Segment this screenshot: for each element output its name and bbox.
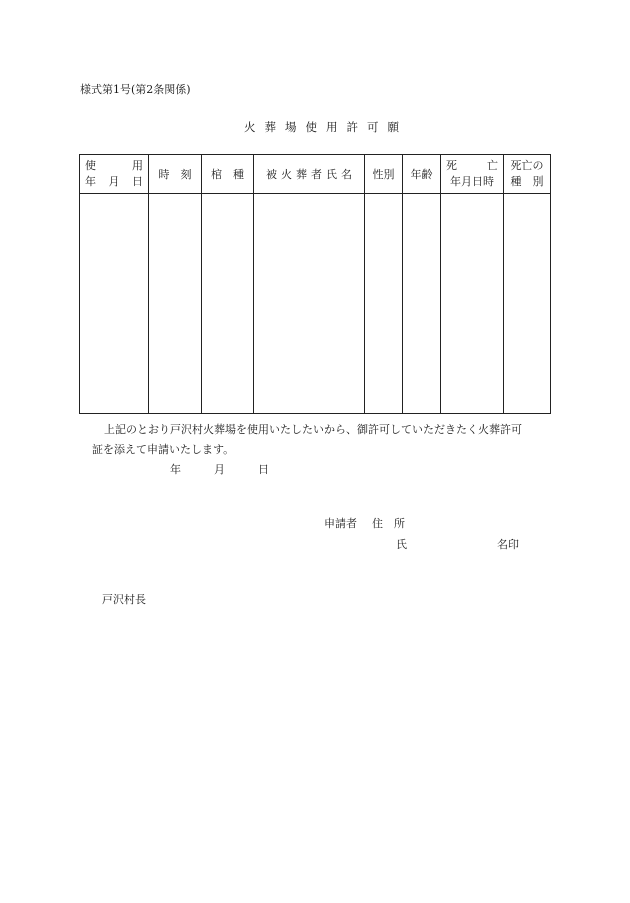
header-deceased-name: 被火葬者氏名 [254, 155, 365, 194]
date-year-label: 年 [170, 463, 181, 476]
name-label: 氏 [396, 538, 407, 551]
cell-time[interactable] [149, 194, 202, 414]
header-coffin-type: 棺 種 [202, 155, 254, 194]
form-number: 様式第1号(第2条関係) [80, 83, 191, 96]
header-usage-day: 日 [132, 175, 143, 188]
cell-usage-date[interactable] [80, 194, 149, 414]
address-label: 住 所 [372, 517, 405, 530]
form-title: 火葬場使用許可願 [244, 120, 408, 134]
cell-coffin-type[interactable] [202, 194, 254, 414]
header-death-datetime-label: 年月日時 [450, 175, 494, 188]
header-death-char1: 死 [446, 159, 457, 172]
cell-deceased-name[interactable] [254, 194, 365, 414]
header-death-type-line2: 種 別 [510, 175, 544, 188]
cremation-register-table [79, 154, 551, 414]
header-death-datetime [441, 155, 504, 194]
header-usage-date [80, 155, 149, 194]
table-header-row [80, 155, 551, 194]
header-death-char2: 亡 [487, 159, 498, 172]
header-death-type-line1: 死亡の [510, 159, 544, 172]
applicant-label: 申請者 [324, 517, 357, 530]
cell-age[interactable] [403, 194, 441, 414]
table-row [80, 194, 551, 414]
statement-line1: 上記のとおり戸沢村火葬場を使用いたしたいから、御許可していただきたく火葬許可 [104, 423, 522, 436]
header-usage-date-char1: 使 [85, 159, 96, 172]
header-usage-month: 月 [108, 175, 120, 188]
cell-sex[interactable] [365, 194, 403, 414]
statement-line2: 証を添えて申請いたします。 [92, 443, 235, 456]
date-day-label: 日 [258, 463, 269, 476]
header-usage-year: 年 [85, 175, 96, 188]
seal-label: 名印 [497, 538, 519, 551]
date-month-label: 月 [214, 463, 225, 476]
header-age: 年齢 [403, 155, 441, 194]
recipient-mayor: 戸沢村長 [102, 593, 146, 606]
header-usage-date-char2: 用 [132, 159, 143, 172]
application-date [170, 461, 269, 477]
header-death-type [504, 155, 551, 194]
cell-death-type[interactable] [504, 194, 551, 414]
cell-death-datetime[interactable] [441, 194, 504, 414]
header-sex: 性別 [365, 155, 403, 194]
header-time: 時 刻 [149, 155, 202, 194]
